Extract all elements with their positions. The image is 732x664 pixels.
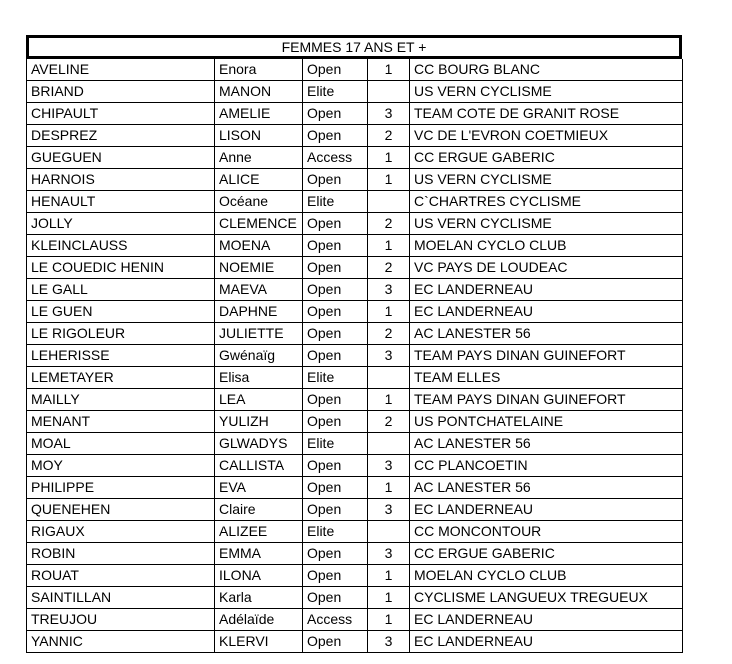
- first-name-cell: EMMA: [215, 543, 303, 565]
- first-name-cell: ALIZEE: [215, 521, 303, 543]
- category-cell: [368, 81, 410, 103]
- club-cell: EC LANDERNEAU: [410, 301, 683, 323]
- level-cell: Elite: [303, 81, 368, 103]
- last-name-cell: YANNIC: [27, 631, 215, 653]
- table-row: [27, 499, 683, 521]
- first-name-cell: EVA: [215, 477, 303, 499]
- category-cell: 1: [368, 477, 410, 499]
- last-name-cell: MENANT: [27, 411, 215, 433]
- category-cell: 3: [368, 543, 410, 565]
- level-cell: Open: [303, 455, 368, 477]
- first-name-cell: AMELIE: [215, 103, 303, 125]
- table-row: [27, 477, 683, 499]
- club-cell: AC LANESTER 56: [410, 323, 683, 345]
- club-cell: EC LANDERNEAU: [410, 609, 683, 631]
- last-name-cell: QUENEHEN: [27, 499, 215, 521]
- last-name-cell: LE COUEDIC HENIN: [27, 257, 215, 279]
- level-cell: Open: [303, 631, 368, 653]
- first-name-cell: YULIZH: [215, 411, 303, 433]
- category-cell: [368, 433, 410, 455]
- first-name-cell: NOEMIE: [215, 257, 303, 279]
- category-cell: 3: [368, 499, 410, 521]
- last-name-cell: GUEGUEN: [27, 147, 215, 169]
- table-row: [27, 235, 683, 257]
- club-cell: MOELAN CYCLO CLUB: [410, 235, 683, 257]
- table-row: [27, 125, 683, 147]
- level-cell: Elite: [303, 521, 368, 543]
- category-cell: 3: [368, 279, 410, 301]
- first-name-cell: Océane: [215, 191, 303, 213]
- level-cell: Access: [303, 147, 368, 169]
- first-name-cell: Anne: [215, 147, 303, 169]
- table-row: [27, 81, 683, 103]
- first-name-cell: ILONA: [215, 565, 303, 587]
- club-cell: AC LANESTER 56: [410, 477, 683, 499]
- first-name-cell: Gwénaïg: [215, 345, 303, 367]
- club-cell: CC ERGUE GABERIC: [410, 147, 683, 169]
- first-name-cell: CLEMENCE: [215, 213, 303, 235]
- table-row: [27, 301, 683, 323]
- first-name-cell: Karla: [215, 587, 303, 609]
- level-cell: Access: [303, 609, 368, 631]
- club-cell: TEAM PAYS DINAN GUINEFORT: [410, 389, 683, 411]
- category-cell: 2: [368, 323, 410, 345]
- club-cell: EC LANDERNEAU: [410, 499, 683, 521]
- last-name-cell: MOY: [27, 455, 215, 477]
- level-cell: Elite: [303, 433, 368, 455]
- table-row: [27, 367, 683, 389]
- table-row: [27, 433, 683, 455]
- last-name-cell: CHIPAULT: [27, 103, 215, 125]
- club-cell: TEAM ELLES: [410, 367, 683, 389]
- category-cell: 2: [368, 125, 410, 147]
- first-name-cell: LEA: [215, 389, 303, 411]
- category-cell: 3: [368, 345, 410, 367]
- spreadsheet-sheet: [26, 35, 682, 653]
- club-cell: TEAM COTE DE GRANIT ROSE: [410, 103, 683, 125]
- club-cell: US VERN CYCLISME: [410, 213, 683, 235]
- last-name-cell: KLEINCLAUSS: [27, 235, 215, 257]
- last-name-cell: BRIAND: [27, 81, 215, 103]
- last-name-cell: LE RIGOLEUR: [27, 323, 215, 345]
- level-cell: Open: [303, 345, 368, 367]
- last-name-cell: MAILLY: [27, 389, 215, 411]
- first-name-cell: MOENA: [215, 235, 303, 257]
- table-row: [27, 587, 683, 609]
- table-row: [27, 389, 683, 411]
- last-name-cell: MOAL: [27, 433, 215, 455]
- table-title: FEMMES 17 ANS ET +: [26, 35, 682, 59]
- club-cell: CC BOURG BLANC: [410, 59, 683, 81]
- table-row: [27, 103, 683, 125]
- last-name-cell: LE GUEN: [27, 301, 215, 323]
- category-cell: 1: [368, 609, 410, 631]
- first-name-cell: Elisa: [215, 367, 303, 389]
- category-cell: 1: [368, 235, 410, 257]
- last-name-cell: JOLLY: [27, 213, 215, 235]
- category-cell: [368, 521, 410, 543]
- category-cell: 1: [368, 587, 410, 609]
- category-cell: 1: [368, 565, 410, 587]
- club-cell: VC DE L'EVRON COETMIEUX: [410, 125, 683, 147]
- first-name-cell: KLERVI: [215, 631, 303, 653]
- table-row: [27, 191, 683, 213]
- first-name-cell: Claire: [215, 499, 303, 521]
- level-cell: Open: [303, 279, 368, 301]
- first-name-cell: GLWADYS: [215, 433, 303, 455]
- category-cell: [368, 367, 410, 389]
- club-cell: US VERN CYCLISME: [410, 81, 683, 103]
- table-row: [27, 521, 683, 543]
- table-row: [27, 147, 683, 169]
- category-cell: 1: [368, 59, 410, 81]
- first-name-cell: LISON: [215, 125, 303, 147]
- last-name-cell: LEHERISSE: [27, 345, 215, 367]
- riders-table: [26, 59, 683, 653]
- level-cell: Open: [303, 499, 368, 521]
- last-name-cell: DESPREZ: [27, 125, 215, 147]
- table-row: [27, 257, 683, 279]
- first-name-cell: DAPHNE: [215, 301, 303, 323]
- table-row: [27, 411, 683, 433]
- last-name-cell: TREUJOU: [27, 609, 215, 631]
- club-cell: CC MONCONTOUR: [410, 521, 683, 543]
- category-cell: 3: [368, 103, 410, 125]
- level-cell: Elite: [303, 191, 368, 213]
- riders-table-body: [27, 59, 683, 653]
- last-name-cell: HARNOIS: [27, 169, 215, 191]
- category-cell: 2: [368, 411, 410, 433]
- category-cell: 3: [368, 631, 410, 653]
- first-name-cell: MANON: [215, 81, 303, 103]
- club-cell: C`CHARTRES CYCLISME: [410, 191, 683, 213]
- table-row: [27, 345, 683, 367]
- club-cell: VC PAYS DE LOUDEAC: [410, 257, 683, 279]
- level-cell: Open: [303, 587, 368, 609]
- table-row: [27, 543, 683, 565]
- last-name-cell: LEMETAYER: [27, 367, 215, 389]
- level-cell: Open: [303, 477, 368, 499]
- level-cell: Elite: [303, 367, 368, 389]
- level-cell: Open: [303, 59, 368, 81]
- level-cell: Open: [303, 543, 368, 565]
- category-cell: 1: [368, 389, 410, 411]
- table-row: [27, 213, 683, 235]
- club-cell: CC PLANCOETIN: [410, 455, 683, 477]
- club-cell: CC ERGUE GABERIC: [410, 543, 683, 565]
- club-cell: MOELAN CYCLO CLUB: [410, 565, 683, 587]
- level-cell: Open: [303, 257, 368, 279]
- table-row: [27, 631, 683, 653]
- first-name-cell: CALLISTA: [215, 455, 303, 477]
- category-cell: 2: [368, 213, 410, 235]
- level-cell: Open: [303, 323, 368, 345]
- level-cell: Open: [303, 301, 368, 323]
- last-name-cell: LE GALL: [27, 279, 215, 301]
- club-cell: CYCLISME LANGUEUX TREGUEUX: [410, 587, 683, 609]
- last-name-cell: ROBIN: [27, 543, 215, 565]
- level-cell: Open: [303, 411, 368, 433]
- last-name-cell: AVELINE: [27, 59, 215, 81]
- category-cell: 1: [368, 147, 410, 169]
- first-name-cell: ALICE: [215, 169, 303, 191]
- level-cell: Open: [303, 169, 368, 191]
- last-name-cell: ROUAT: [27, 565, 215, 587]
- first-name-cell: Enora: [215, 59, 303, 81]
- category-cell: 1: [368, 169, 410, 191]
- last-name-cell: SAINTILLAN: [27, 587, 215, 609]
- table-row: [27, 455, 683, 477]
- category-cell: [368, 191, 410, 213]
- level-cell: Open: [303, 235, 368, 257]
- first-name-cell: JULIETTE: [215, 323, 303, 345]
- level-cell: Open: [303, 565, 368, 587]
- table-row: [27, 609, 683, 631]
- table-row: [27, 279, 683, 301]
- last-name-cell: PHILIPPE: [27, 477, 215, 499]
- club-cell: EC LANDERNEAU: [410, 279, 683, 301]
- first-name-cell: Adélaïde: [215, 609, 303, 631]
- club-cell: AC LANESTER 56: [410, 433, 683, 455]
- table-row: [27, 323, 683, 345]
- table-row: [27, 169, 683, 191]
- level-cell: Open: [303, 125, 368, 147]
- level-cell: Open: [303, 103, 368, 125]
- club-cell: EC LANDERNEAU: [410, 631, 683, 653]
- level-cell: Open: [303, 213, 368, 235]
- first-name-cell: MAEVA: [215, 279, 303, 301]
- last-name-cell: HENAULT: [27, 191, 215, 213]
- category-cell: 1: [368, 301, 410, 323]
- level-cell: Open: [303, 389, 368, 411]
- club-cell: US PONTCHATELAINE: [410, 411, 683, 433]
- table-row: [27, 59, 683, 81]
- club-cell: US VERN CYCLISME: [410, 169, 683, 191]
- category-cell: 3: [368, 455, 410, 477]
- club-cell: TEAM PAYS DINAN GUINEFORT: [410, 345, 683, 367]
- table-row: [27, 565, 683, 587]
- category-cell: 2: [368, 257, 410, 279]
- last-name-cell: RIGAUX: [27, 521, 215, 543]
